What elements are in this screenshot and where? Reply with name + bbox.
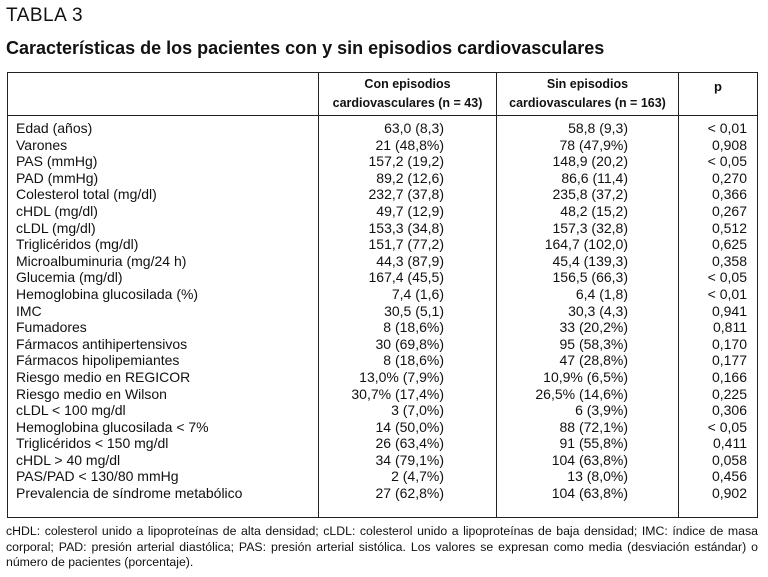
table-title: Características de los pacientes con y sin episodios cardiovasculares (6, 38, 605, 58)
header-p: p (714, 79, 722, 94)
table-row (8, 402, 757, 419)
row-label: Fármacos antihipertensivos (16, 335, 188, 352)
header-sin-episodios: Sin episodios cardiovasculares (n = 163) (509, 77, 666, 110)
row-label: IMC (16, 302, 42, 319)
table-row (8, 269, 757, 286)
value-sin-episodios: 157,3 (32,8) (552, 219, 628, 236)
value-con-episodios: 8 (18,6%) (383, 352, 444, 369)
value-sin-episodios: 91 (55,8%) (559, 435, 628, 452)
value-sin-episodios: 6,4 (1,8) (575, 285, 628, 302)
table-row (8, 203, 757, 220)
value-sin-episodios: 86,6 (11,4) (561, 169, 628, 186)
table-row (8, 485, 757, 502)
value-con-episodios: 63,0 (8,3) (384, 120, 444, 136)
value-sin-episodios: 13 (8,0%) (567, 468, 628, 485)
row-label: PAS/PAD < 130/80 mmHg (16, 468, 179, 485)
p-value: 0,366 (711, 186, 747, 203)
p-value: 0,166 (711, 368, 747, 385)
value-con-episodios: 14 (50,0%) (375, 418, 444, 435)
value-sin-episodios: 148,9 (20,2) (552, 153, 628, 170)
p-value: 0,177 (711, 352, 747, 369)
table-row (8, 319, 757, 336)
value-con-episodios: 30,7% (17,4%) (351, 385, 444, 402)
value-sin-episodios: 30,3 (4,3) (568, 302, 628, 319)
table-row (8, 286, 757, 303)
value-sin-episodios: 235,8 (37,2) (552, 186, 628, 203)
p-value: 0,170 (711, 335, 747, 352)
row-label: Glucemia (mg/dl) (16, 269, 123, 286)
value-con-episodios: 21 (48,8%) (375, 136, 444, 153)
table-row (8, 336, 757, 353)
value-con-episodios: 8 (18,6%) (383, 319, 444, 336)
row-label: Fumadores (16, 319, 87, 336)
table-row (8, 386, 757, 403)
row-label: PAS (mmHg) (16, 153, 98, 170)
p-value: 0,811 (713, 319, 747, 336)
table-row (8, 220, 757, 237)
footnote: cHDL: colesterol unido a lipoproteínas de alta densidad; cLDL: colesterol unido a lipoproteínas de baja densidad; IMC: índice de masa corporal; PAD: presión arterial diastólica; PAS: presión arterial sistólica. Los valores se expresan como media (desviación estándar) o número de pacientes (porcentaje). (6, 524, 758, 569)
value-con-episodios: 167,4 (45,5) (368, 269, 444, 286)
row-label: cLDL (mg/dl) (16, 219, 96, 236)
table-row (8, 253, 757, 270)
p-value: < 0,05 (707, 418, 747, 435)
p-value: 0,358 (711, 252, 747, 269)
value-con-episodios: 3 (7,0%) (391, 402, 444, 419)
row-label: Hemoglobina glucosilada < 7% (16, 418, 209, 435)
value-sin-episodios: 6 (3,9%) (575, 402, 628, 419)
table-row (8, 468, 757, 485)
row-label: Triglicéridos (mg/dl) (16, 236, 139, 253)
value-con-episodios: 30 (69,8%) (375, 335, 444, 352)
p-value: < 0,01 (707, 120, 747, 136)
p-value: 0,941 (711, 302, 747, 319)
row-label: Edad (años) (16, 120, 93, 136)
p-value: 0,306 (711, 402, 747, 419)
table-label: TABLA 3 (6, 5, 84, 26)
row-label: Microalbuminuria (mg/24 h) (16, 252, 187, 269)
value-con-episodios: 157,2 (19,2) (368, 153, 444, 170)
value-sin-episodios: 26,5% (14,6%) (535, 385, 628, 402)
value-sin-episodios: 104 (63,8%) (551, 485, 628, 502)
value-con-episodios: 7,4 (1,6) (391, 285, 444, 302)
p-value: 0,270 (711, 169, 747, 186)
value-sin-episodios: 164,7 (102,0) (544, 236, 628, 253)
table-row (8, 419, 757, 436)
table-row (8, 452, 757, 469)
value-sin-episodios: 45,4 (139,3) (552, 252, 628, 269)
value-con-episodios: 34 (79,1%) (375, 451, 444, 468)
p-value: < 0,05 (707, 153, 747, 170)
table-row (8, 120, 757, 137)
value-con-episodios: 30,5 (5,1) (384, 302, 444, 319)
p-value: < 0,05 (707, 269, 747, 286)
table-row (8, 236, 757, 253)
value-sin-episodios: 156,5 (66,3) (552, 269, 628, 286)
p-value: < 0,01 (707, 285, 747, 302)
p-value: 0,267 (711, 202, 747, 219)
table-row (8, 435, 757, 452)
row-label: PAD (mmHg) (16, 169, 99, 186)
row-label: Triglicéridos < 150 mg/dl (16, 435, 169, 452)
row-label: cHDL (mg/dl) (16, 202, 98, 219)
value-con-episodios: 49,7 (12,9) (376, 202, 444, 219)
table-row (8, 186, 757, 203)
value-sin-episodios: 58,8 (9,3) (568, 120, 628, 136)
table-row (8, 153, 757, 170)
value-sin-episodios: 95 (58,3%) (559, 335, 628, 352)
value-con-episodios: 27 (62,8%) (375, 485, 444, 502)
p-value: 0,411 (713, 435, 747, 452)
value-con-episodios: 26 (63,4%) (375, 435, 444, 452)
p-value: 0,225 (711, 385, 747, 402)
value-sin-episodios: 104 (63,8%) (551, 451, 628, 468)
value-sin-episodios: 78 (47,9%) (559, 136, 628, 153)
table-header (8, 73, 757, 116)
data-table (7, 72, 758, 518)
row-label: cLDL < 100 mg/dl (16, 402, 126, 419)
row-label: Prevalencia de síndrome metabólico (16, 485, 243, 502)
value-sin-episodios: 48,2 (15,2) (560, 202, 628, 219)
row-label: Hemoglobina glucosilada (%) (16, 285, 199, 302)
table-row (8, 170, 757, 187)
value-con-episodios: 2 (4,7%) (391, 468, 444, 485)
value-sin-episodios: 47 (28,8%) (559, 352, 628, 369)
row-label: Fármacos hipolipemiantes (16, 352, 180, 369)
p-value: 0,512 (711, 219, 747, 236)
table-row (8, 137, 757, 154)
table-body (8, 120, 757, 502)
value-sin-episodios: 88 (72,1%) (559, 418, 628, 435)
row-label: cHDL > 40 mg/dl (16, 451, 121, 468)
row-label: Riesgo medio en Wilson (16, 385, 167, 402)
p-value: 0,058 (711, 451, 747, 468)
row-label: Colesterol total (mg/dl) (16, 186, 157, 203)
p-value: 0,456 (711, 468, 747, 485)
table-row (8, 303, 757, 320)
value-sin-episodios: 33 (20,2%) (559, 319, 628, 336)
value-sin-episodios: 10,9% (6,5%) (543, 368, 628, 385)
row-label: Riesgo medio en REGICOR (16, 368, 191, 385)
p-value: 0,902 (711, 485, 747, 502)
table-row (8, 352, 757, 369)
table-row (8, 369, 757, 386)
value-con-episodios: 89,2 (12,6) (376, 169, 444, 186)
p-value: 0,908 (711, 136, 747, 153)
value-con-episodios: 44,3 (87,9) (376, 252, 444, 269)
p-value: 0,625 (711, 236, 747, 253)
row-label: Varones (16, 136, 68, 153)
value-con-episodios: 151,7 (77,2) (368, 236, 444, 253)
value-con-episodios: 13,0% (7,9%) (359, 368, 444, 385)
value-con-episodios: 232,7 (37,8) (368, 186, 444, 203)
value-con-episodios: 153,3 (34,8) (368, 219, 444, 236)
header-con-episodios: Con episodios cardiovasculares (n = 43) (332, 77, 483, 110)
